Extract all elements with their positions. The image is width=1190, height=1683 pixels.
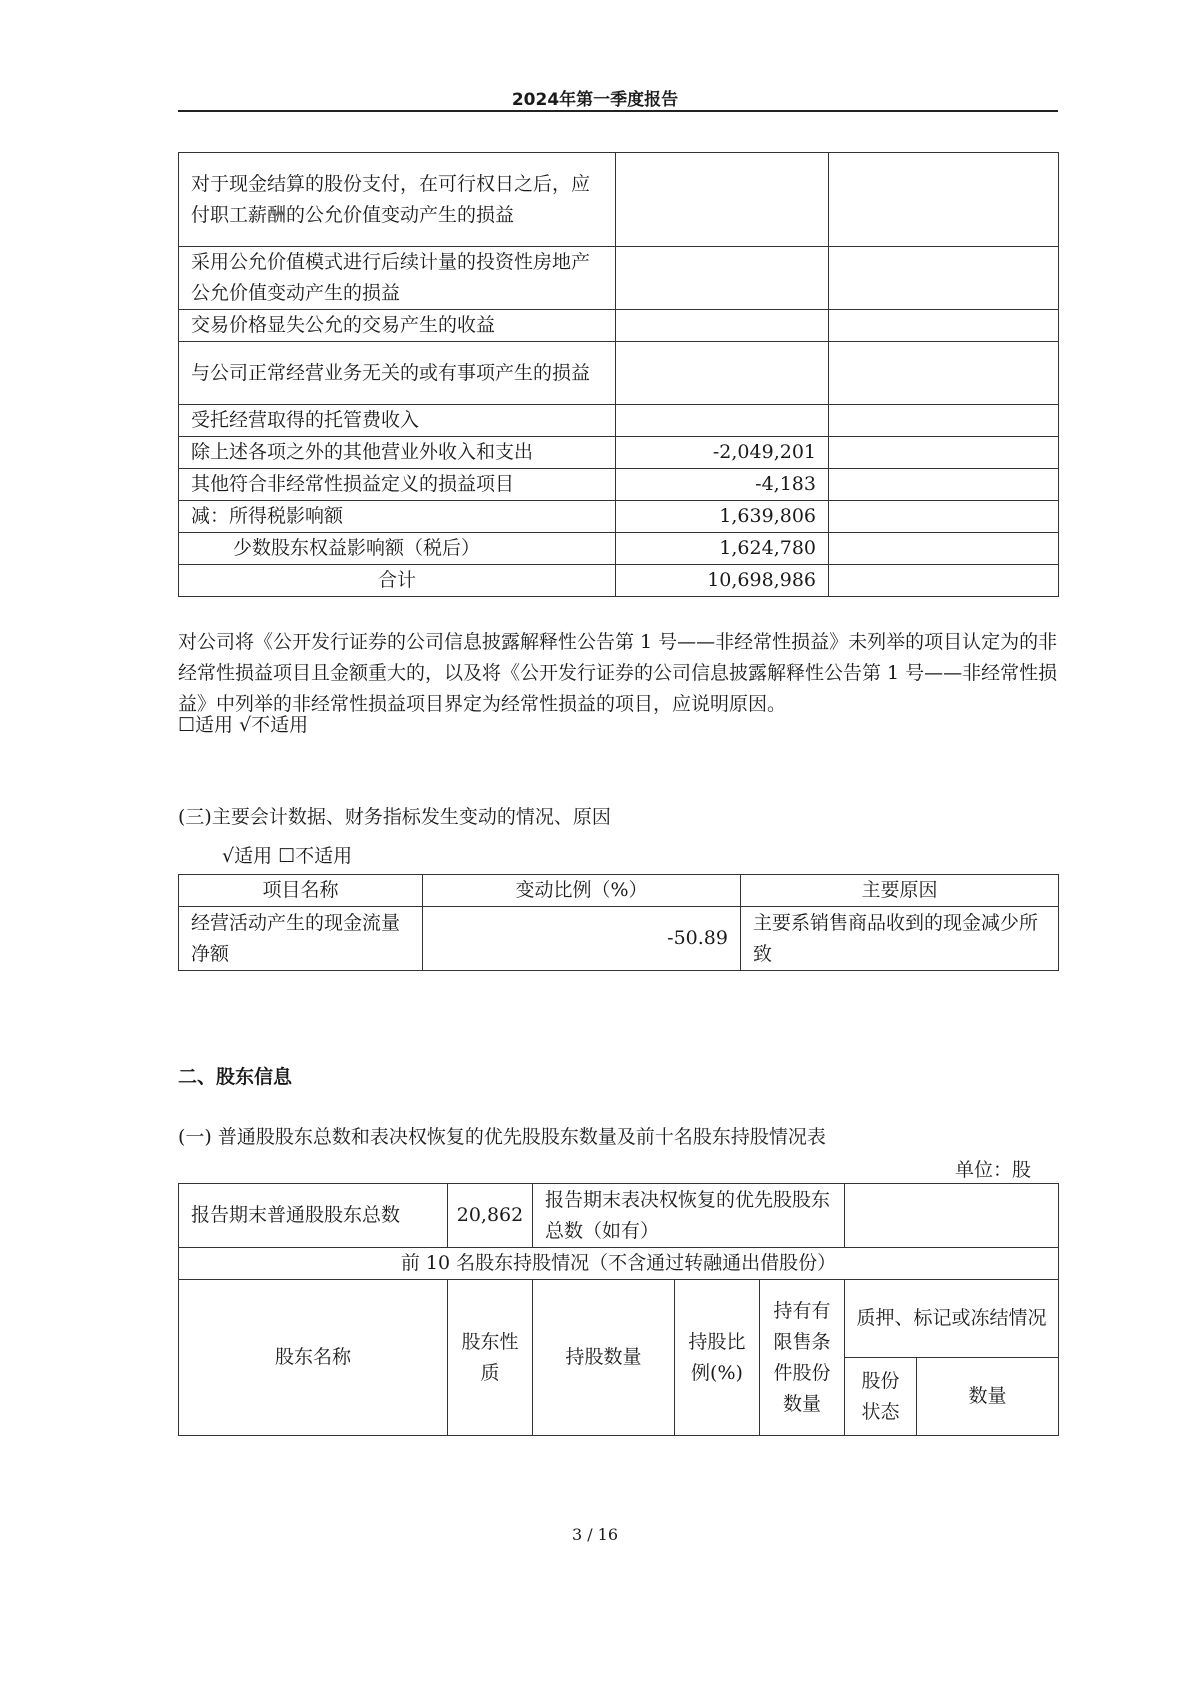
- section3-title: (三)主要会计数据、财务指标发生变动的情况、原因: [178, 806, 611, 828]
- total-amount-cell: 10,698,986: [616, 565, 829, 597]
- table-row: [179, 247, 1059, 310]
- table-header-row: [179, 1280, 1059, 1358]
- amount-cell: [616, 153, 829, 247]
- note-cell: [829, 469, 1059, 501]
- page-header-title: 2024年第一季度报告: [511, 90, 679, 110]
- ratio-cell: -50.89: [423, 907, 741, 971]
- table-header-row: [179, 875, 1059, 907]
- preferred-shareholders-value: [845, 1184, 1059, 1248]
- header-ratio: 变动比例（%）: [423, 875, 741, 907]
- amount-cell: [616, 247, 829, 310]
- table-row: [179, 437, 1059, 469]
- total-label-cell: 合计: [179, 565, 616, 597]
- table-row: [179, 533, 1059, 565]
- key-changes-table: [178, 874, 1059, 971]
- amount-cell: 1,624,780: [616, 533, 829, 565]
- item-cell: 减：所得税影响额: [179, 501, 616, 533]
- note-cell: [829, 437, 1059, 469]
- amount-cell: -2,049,201: [616, 437, 829, 469]
- top10-title: 前 10 名股东持股情况（不含通过转融通出借股份）: [179, 1248, 1059, 1280]
- table-row: [179, 907, 1059, 971]
- applicable-option: ☐适用 √不适用: [178, 714, 309, 736]
- table-row-total: [179, 565, 1059, 597]
- amount-cell: [616, 405, 829, 437]
- header-shareholder-name: 股东名称: [179, 1280, 448, 1436]
- item-cell: 少数股东权益影响额（税后）: [179, 533, 616, 565]
- header-pledge-amount: 数量: [917, 1358, 1059, 1436]
- total-shareholders-value: 20,862: [448, 1184, 533, 1248]
- header-shareholder-nature: 股东性质: [448, 1280, 533, 1436]
- header-divider: [178, 110, 1058, 112]
- table-row: [179, 1184, 1059, 1248]
- note-cell: [829, 247, 1059, 310]
- section2-title: 二、股东信息: [178, 1066, 293, 1088]
- note-cell: [829, 533, 1059, 565]
- explanation-paragraph: 对公司将《公开发行证券的公司信息披露解释性公告第 1 号——非经常性损益》未列举的项目认定为的非经常性损益项目且金额重大的，以及将《公开发行证券的公司信息披露解释性公告第 1 号——非经常性损益》中列举的非经常性损益项目界定为经常性损益的项目，应说明原因。: [178, 631, 1058, 715]
- note-cell: [829, 310, 1059, 342]
- header-item: 项目名称: [179, 875, 423, 907]
- section2-subtitle: (一) 普通股股东总数和表决权恢复的优先股股东数量及前十名股东持股情况表: [178, 1126, 826, 1148]
- total-shareholders-label: 报告期末普通股股东总数: [179, 1184, 448, 1248]
- note-cell: [829, 405, 1059, 437]
- table-row: [179, 1248, 1059, 1280]
- note-cell: [829, 565, 1059, 597]
- note-cell: [829, 153, 1059, 247]
- table-row: [179, 405, 1059, 437]
- reason-cell: 主要系销售商品收到的现金减少所致: [741, 907, 1059, 971]
- header-restricted-shares: 持有有限售条件股份数量: [760, 1280, 845, 1436]
- table-row: [179, 469, 1059, 501]
- item-cell: 除上述各项之外的其他营业外收入和支出: [179, 437, 616, 469]
- amount-cell: 1,639,806: [616, 501, 829, 533]
- header-reason: 主要原因: [741, 875, 1059, 907]
- header-share-ratio: 持股比例(%): [675, 1280, 760, 1436]
- note-cell: [829, 342, 1059, 405]
- item-cell: 与公司正常经营业务无关的或有事项产生的损益: [179, 342, 616, 405]
- note-cell: [829, 501, 1059, 533]
- nonrecurring-table: [178, 152, 1059, 597]
- item-cell: 对于现金结算的股份支付，在可行权日之后，应付职工薪酬的公允价值变动产生的损益: [179, 153, 616, 247]
- preferred-shareholders-label: 报告期末表决权恢复的优先股股东总数（如有）: [533, 1184, 845, 1248]
- item-cell: 其他符合非经常性损益定义的损益项目: [179, 469, 616, 501]
- item-cell: 采用公允价值模式进行后续计量的投资性房地产公允价值变动产生的损益: [179, 247, 616, 310]
- page-number: 3 / 16: [571, 1525, 619, 1544]
- item-cell: 交易价格显失公允的交易产生的收益: [179, 310, 616, 342]
- amount-cell: [616, 310, 829, 342]
- shareholder-table: [178, 1183, 1059, 1436]
- table-row: [179, 153, 1059, 247]
- table-row: [179, 342, 1059, 405]
- unit-label: 单位：股: [955, 1159, 1032, 1181]
- table-row: [179, 310, 1059, 342]
- header-share-quantity: 持股数量: [533, 1280, 675, 1436]
- item-cell: 受托经营取得的托管费收入: [179, 405, 616, 437]
- header-share-status: 股份状态: [845, 1358, 917, 1436]
- amount-cell: [616, 342, 829, 405]
- item-cell: 经营活动产生的现金流量净额: [179, 907, 423, 971]
- section3-applicable-option: √适用 ☐不适用: [222, 845, 353, 867]
- table-row: [179, 501, 1059, 533]
- amount-cell: -4,183: [616, 469, 829, 501]
- header-pledge-status: 质押、标记或冻结情况: [845, 1280, 1059, 1358]
